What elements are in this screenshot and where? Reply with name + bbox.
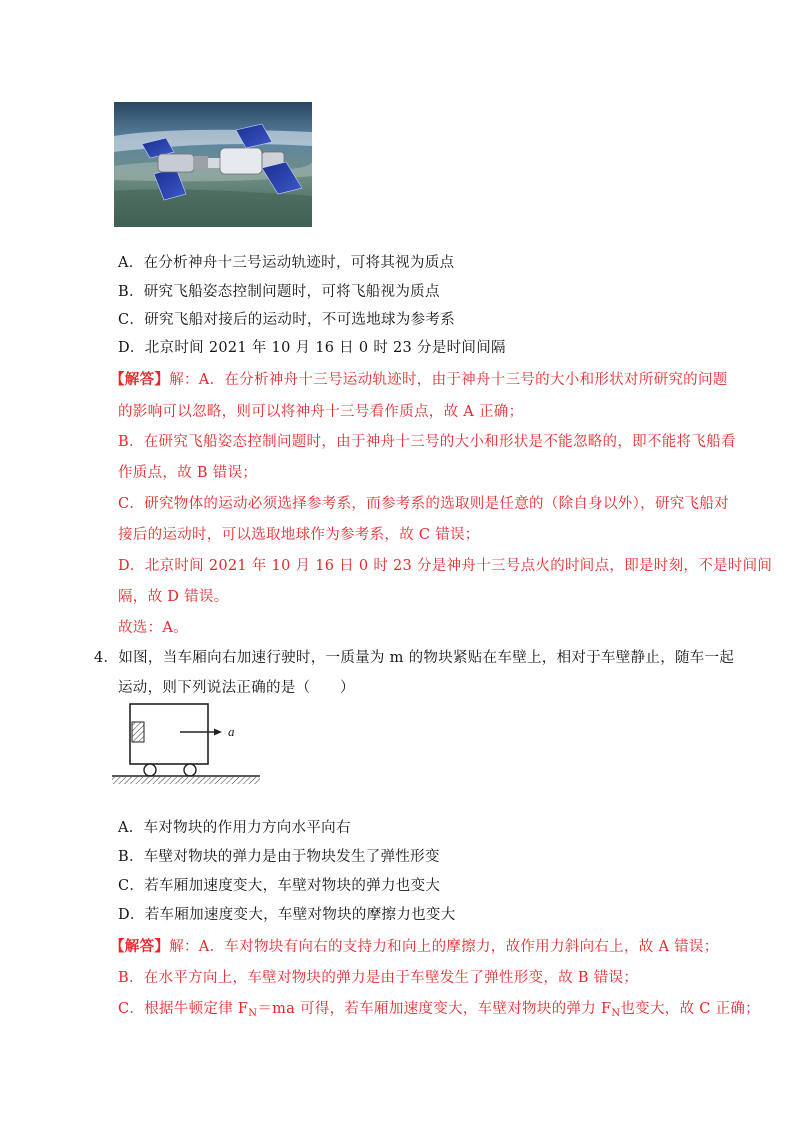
q4-answer-l3-part3: 也变大，故 C 正确； — [620, 1001, 760, 1017]
q4-answer-l3-part1: C．根据牛顿定律 F — [118, 1001, 249, 1017]
cart-wheel-right — [184, 764, 196, 776]
q4-option-d: D．若车厢加速度变大，车壁对物块的摩擦力也变大 — [118, 907, 456, 923]
q4-answer-l3-part2: ＝ma 可得，若车厢加速度变大，车壁对物块的弹力 F — [257, 1001, 612, 1017]
q3-answer-line-5: C．研究物体的运动必须选择参考系，而参考系的选取则是任意的（除自身以外），研究飞船对 — [118, 496, 729, 512]
q4-answer-text: 解：A．车对物块有向右的支持力和向上的摩擦力，故作用力斜向右上，故 A 错误； — [169, 939, 719, 955]
q3-option-a: A．在分析神舟十三号运动轨迹时，可将其视为质点 — [118, 255, 455, 271]
q3-answer-line-6: 接后的运动时，可以选取地球作为参考系，故 C 错误； — [118, 527, 480, 543]
q3-answer-line-8: 隔，故 D 错误。 — [118, 589, 229, 605]
q3-answer-line-1 — [110, 370, 728, 390]
q3-answer-line-3: B．在研究飞船姿态控制问题时，由于神舟十三号的大小和形状是不能忽略的，即不能将飞船看 — [118, 434, 736, 450]
q3-answer-line-4: 作质点，故 B 错误； — [118, 465, 258, 481]
q4-stem-line-2: 运动，则下列说法正确的是（ ） — [118, 680, 355, 696]
block-on-wall — [132, 722, 144, 742]
q3-answer-line-2: 的影响可以忽略，则可以将神舟十三号看作质点，故 A 正确； — [118, 404, 524, 420]
accelerating-cart-figure — [112, 700, 260, 788]
ground-hatch — [112, 777, 260, 784]
subscript-n: N — [248, 1008, 258, 1019]
q4-option-b: B．车壁对物块的弹力是由于物块发生了弹性形变 — [118, 849, 440, 865]
q3-answer-line-9: 故选：A。 — [118, 620, 188, 636]
acceleration-label: a — [228, 724, 235, 739]
q3-option-b: B．研究飞船姿态控制问题时，可将飞船视为质点 — [118, 284, 440, 300]
q3-option-c: C．研究飞船对接后的运动时，不可选地球为参考系 — [118, 312, 455, 328]
q4-answer-line-2: B．在水平方向上，车壁对物块的弹力是由于车壁发生了弹性形变，故 B 错误； — [118, 970, 639, 986]
answer-tag: 【解答】 — [110, 938, 170, 955]
q3-answer-text: 解：A．在分析神舟十三号运动轨迹时，由于神舟十三号的大小和形状对所研究的问题 — [169, 372, 728, 388]
q4-option-a: A．车对物块的作用力方向水平向右 — [118, 820, 351, 836]
q4-option-c: C．若车厢加速度变大，车壁对物块的弹力也变大 — [118, 878, 441, 894]
q4-answer-line-3 — [118, 999, 760, 1019]
q4-answer-line-1 — [110, 937, 719, 957]
q3-option-d: D．北京时间 2021 年 10 月 16 日 0 时 23 分是时间间隔 — [118, 340, 506, 356]
spacecraft-docking-photo — [114, 96, 312, 227]
q3-answer-line-7: D．北京时间 2021 年 10 月 16 日 0 时 23 分是神舟十三号点火的时间点，即是时刻，不是时间间 — [118, 558, 773, 574]
q4-stem-line-1: 4．如图，当车厢向右加速行驶时，一质量为 m 的物块紧贴在车壁上，相对于车壁静止，随车一起 — [94, 650, 735, 666]
acceleration-arrow — [214, 729, 222, 736]
subscript-n: N — [611, 1008, 621, 1019]
answer-tag: 【解答】 — [110, 371, 170, 388]
cart-wheel-left — [144, 764, 156, 776]
